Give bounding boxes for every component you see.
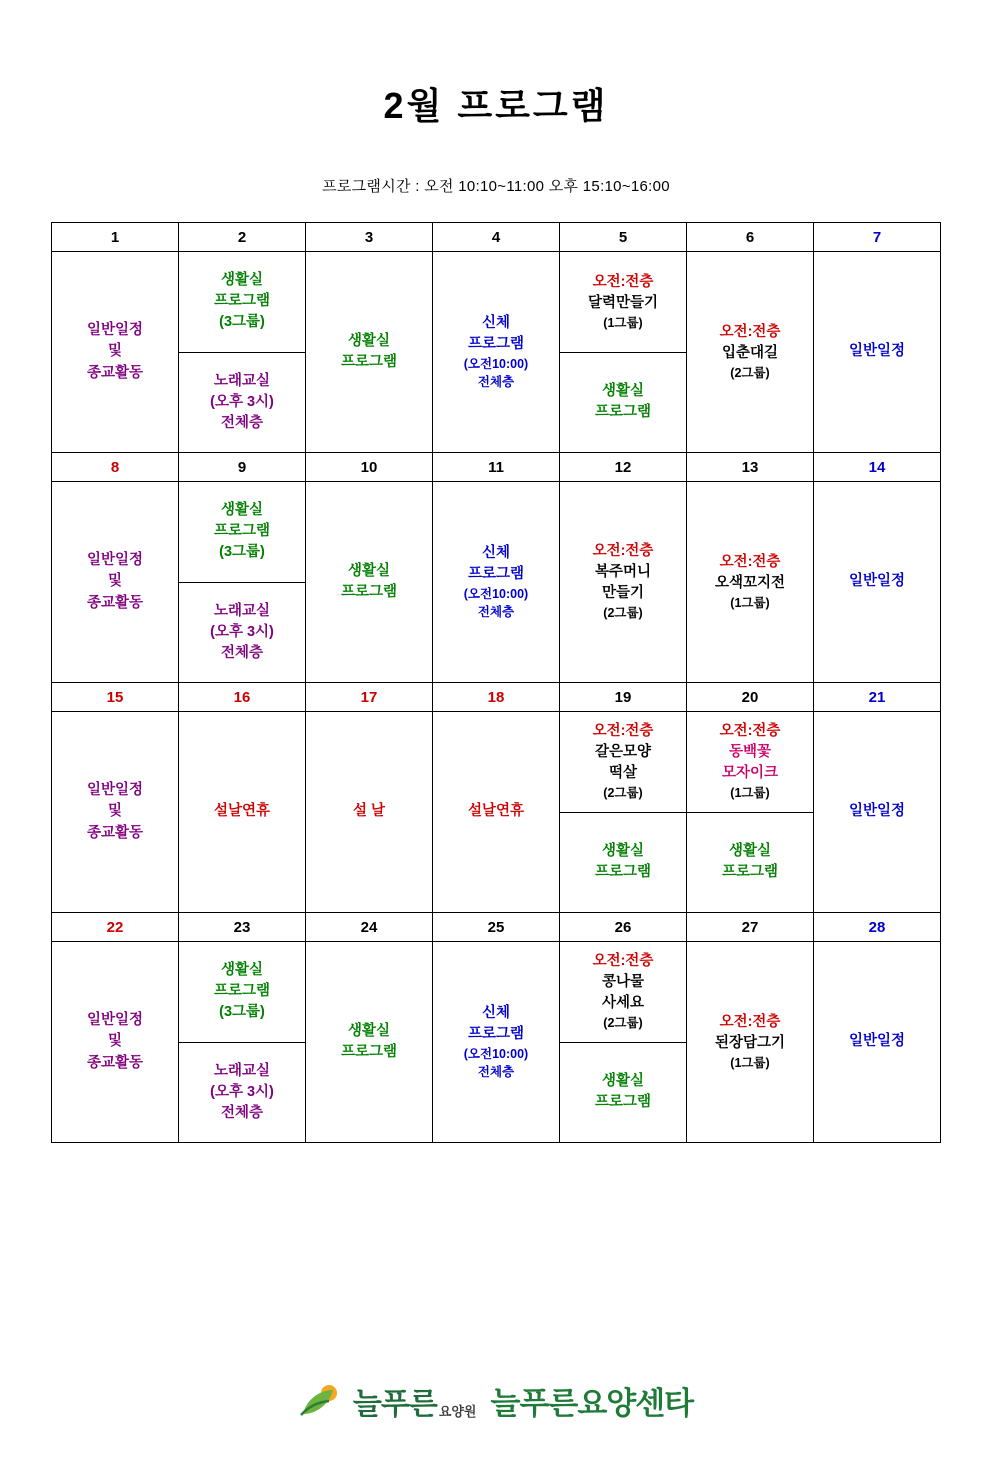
- event-block: [306, 712, 432, 912]
- event-line: 일반일정: [848, 1033, 906, 1050]
- event-line: 노래교실: [213, 372, 271, 389]
- event-block: [687, 482, 813, 682]
- event-block: [179, 1042, 305, 1143]
- calendar-cell: [687, 712, 814, 913]
- event-line: 프로그램: [594, 1094, 652, 1111]
- event-block: [687, 252, 813, 452]
- day-number: 7: [814, 223, 941, 252]
- event-line: 생활실: [347, 332, 391, 349]
- calendar-cell: [560, 252, 687, 453]
- logo-main-text: 늘푸른: [352, 1387, 437, 1421]
- calendar-cell: [814, 712, 941, 913]
- leaf-icon: [299, 1384, 343, 1418]
- calendar-cell: [560, 712, 687, 913]
- calendar-cell: [687, 482, 814, 683]
- event-line: (2그룹): [730, 365, 770, 380]
- event-block: [179, 482, 305, 582]
- day-number: 9: [179, 453, 306, 482]
- event-line: 프로그램: [467, 1025, 525, 1042]
- event-line: 일반일정: [86, 552, 144, 569]
- event-line: 프로그램: [721, 864, 779, 881]
- event-line: 일반일정: [848, 343, 906, 360]
- day-number: 28: [814, 913, 941, 942]
- event-block: [687, 942, 813, 1142]
- calendar-day-number-row: [52, 223, 941, 252]
- event-block: [433, 712, 559, 912]
- day-number: 22: [52, 913, 179, 942]
- event-block: [814, 482, 940, 682]
- event-line: 생활실: [347, 1022, 391, 1039]
- event-block: [560, 352, 686, 453]
- event-line: 노래교실: [213, 1062, 271, 1079]
- event-block: [52, 252, 178, 452]
- event-line: 종교활동: [86, 594, 144, 611]
- event-block: [814, 942, 940, 1142]
- event-line: 및: [107, 1033, 122, 1050]
- event-block: [560, 1042, 686, 1143]
- day-number: 26: [560, 913, 687, 942]
- event-block: [179, 942, 305, 1042]
- event-line: 신체: [481, 314, 510, 331]
- event-line: 사세요: [601, 995, 645, 1012]
- event-block: [560, 812, 686, 913]
- event-line: 종교활동: [86, 364, 144, 381]
- event-line: 복주머니: [594, 564, 652, 581]
- calendar-cell: [52, 712, 179, 913]
- day-number: 18: [433, 683, 560, 712]
- event-block: [687, 812, 813, 913]
- event-line: 오전:전층: [592, 273, 654, 290]
- day-number: 2: [179, 223, 306, 252]
- day-number: 16: [179, 683, 306, 712]
- event-line: 설날연휴: [213, 803, 271, 820]
- event-line: 신체: [481, 1004, 510, 1021]
- calendar-event-row: [52, 252, 941, 453]
- event-line: 설날연휴: [467, 803, 525, 820]
- event-line: (오전10:00): [463, 586, 529, 601]
- event-line: 오전:전층: [592, 953, 654, 970]
- event-line: (3그룹): [219, 1004, 265, 1021]
- event-line: 프로그램: [594, 404, 652, 421]
- event-line: (3그룹): [219, 544, 265, 561]
- event-line: 신체: [481, 544, 510, 561]
- event-line: 오전:전층: [719, 723, 781, 740]
- event-line: 및: [107, 803, 122, 820]
- calendar-cell: [179, 942, 306, 1143]
- day-number: 12: [560, 453, 687, 482]
- event-block: [179, 352, 305, 453]
- day-number: 11: [433, 453, 560, 482]
- program-time-note: 프로그램시간 : 오전 10:10~11:00 오후 15:10~16:00: [322, 178, 670, 195]
- day-number: 5: [560, 223, 687, 252]
- event-block: [560, 252, 686, 352]
- day-number: 15: [52, 683, 179, 712]
- event-line: (1그룹): [730, 1055, 770, 1070]
- event-line: 프로그램: [340, 584, 398, 600]
- calendar-page: [0, 78, 992, 1481]
- calendar-event-row: [52, 482, 941, 683]
- event-block: [179, 252, 305, 352]
- event-block: [306, 942, 432, 1142]
- calendar-day-number-row: [52, 453, 941, 482]
- event-line: 프로그램: [213, 983, 271, 1000]
- event-block: [814, 712, 940, 912]
- event-line: (2그룹): [603, 1016, 643, 1031]
- program-calendar-table: [51, 222, 941, 1143]
- calendar-event-row: [52, 712, 941, 913]
- event-line: 콩나물: [601, 974, 645, 991]
- event-line: 달력만들기: [587, 294, 659, 311]
- page-title: 2월 프로그램: [383, 85, 609, 126]
- footer-logo: [0, 1378, 992, 1423]
- event-line: 프로그램: [213, 293, 271, 310]
- event-line: (2그룹): [603, 606, 643, 621]
- event-line: 생활실: [220, 962, 264, 979]
- calendar-cell: [433, 482, 560, 683]
- event-line: 오전:전층: [719, 323, 781, 340]
- day-number: 4: [433, 223, 560, 252]
- calendar-cell: [687, 252, 814, 453]
- event-block: [306, 482, 432, 682]
- calendar-cell: [814, 942, 941, 1143]
- day-number: 3: [306, 223, 433, 252]
- calendar-cell: [52, 482, 179, 683]
- day-number: 27: [687, 913, 814, 942]
- event-block: [52, 942, 178, 1142]
- day-number: 21: [814, 683, 941, 712]
- event-line: 오색꼬지전: [714, 574, 786, 591]
- event-line: 종교활동: [86, 1054, 144, 1071]
- logo-center-name: 늘푸른요양센타: [490, 1386, 694, 1421]
- event-block: [52, 712, 178, 912]
- calendar-cell: [179, 482, 306, 683]
- event-line: (1그룹): [730, 595, 770, 610]
- event-line: 전체층: [220, 414, 264, 431]
- event-block: [433, 482, 559, 682]
- calendar-event-row: [52, 942, 941, 1143]
- event-line: (오후 3시): [210, 623, 274, 640]
- event-line: (2그룹): [603, 786, 643, 801]
- event-line: 모자이크: [721, 765, 779, 782]
- event-block: [687, 712, 813, 812]
- event-line: 오전:전층: [719, 553, 781, 570]
- day-number: 6: [687, 223, 814, 252]
- event-line: 종교활동: [86, 824, 144, 841]
- event-line: 프로그램: [467, 335, 525, 352]
- calendar-day-number-row: [52, 683, 941, 712]
- event-line: 생활실: [601, 1073, 645, 1090]
- event-line: (1그룹): [730, 786, 770, 801]
- event-line: 동백꽃: [728, 744, 772, 761]
- event-line: 생활실: [728, 843, 772, 860]
- day-number: 8: [52, 453, 179, 482]
- event-line: 및: [107, 573, 122, 590]
- event-line: 일반일정: [848, 803, 906, 820]
- event-line: 생활실: [347, 562, 391, 579]
- event-block: [560, 942, 686, 1042]
- calendar-day-number-row: [52, 913, 941, 942]
- event-line: 프로그램: [213, 523, 271, 540]
- calendar-cell: [560, 942, 687, 1143]
- event-line: 생활실: [601, 843, 645, 860]
- day-number: 14: [814, 453, 941, 482]
- event-line: 일반일정: [86, 322, 144, 339]
- event-line: 전체층: [220, 1104, 264, 1121]
- calendar-cell: [560, 482, 687, 683]
- event-block: [433, 252, 559, 452]
- event-block: [560, 482, 686, 682]
- calendar-cell: [433, 712, 560, 913]
- calendar-cell: [179, 252, 306, 453]
- event-line: 일반일정: [848, 573, 906, 590]
- day-number: 25: [433, 913, 560, 942]
- event-line: 프로그램: [467, 565, 525, 582]
- event-block: [306, 252, 432, 452]
- calendar-cell: [52, 252, 179, 453]
- event-line: 전체층: [477, 605, 515, 620]
- calendar-cell: [179, 712, 306, 913]
- event-line: 갈은모양: [594, 744, 652, 761]
- event-line: 일반일정: [86, 1012, 144, 1029]
- event-line: 및: [107, 343, 122, 360]
- event-line: 오전:전층: [719, 1013, 781, 1030]
- event-line: 설 날: [352, 803, 386, 820]
- event-line: (1그룹): [603, 315, 643, 330]
- event-line: 만들기: [601, 585, 645, 602]
- event-line: 전체층: [220, 644, 264, 661]
- day-number: 13: [687, 453, 814, 482]
- event-line: 생활실: [601, 383, 645, 400]
- event-line: 오전:전층: [592, 723, 654, 740]
- event-line: (오전10:00): [463, 1046, 529, 1061]
- calendar-cell: [306, 482, 433, 683]
- event-line: 된장담그기: [714, 1034, 786, 1051]
- event-line: 생활실: [220, 502, 264, 519]
- calendar-cell: [687, 942, 814, 1143]
- logo-sub-text: 요양원: [438, 1403, 477, 1419]
- day-number: 19: [560, 683, 687, 712]
- day-number: 10: [306, 453, 433, 482]
- day-number: 23: [179, 913, 306, 942]
- event-line: 떡살: [608, 765, 637, 782]
- calendar-cell: [306, 712, 433, 913]
- event-block: [179, 582, 305, 683]
- day-number: 24: [306, 913, 433, 942]
- calendar-cell: [814, 482, 941, 683]
- calendar-cell: [814, 252, 941, 453]
- calendar-cell: [306, 252, 433, 453]
- event-block: [52, 482, 178, 682]
- calendar-cell: [306, 942, 433, 1143]
- event-line: 프로그램: [594, 864, 652, 881]
- event-line: (오전10:00): [463, 356, 529, 371]
- calendar-cell: [433, 252, 560, 453]
- calendar-cell: [52, 942, 179, 1143]
- event-line: 프로그램: [340, 1044, 398, 1060]
- day-number: 20: [687, 683, 814, 712]
- event-block: [560, 712, 686, 812]
- event-line: 일반일정: [86, 782, 144, 799]
- event-line: (오후 3시): [210, 1083, 274, 1100]
- event-block: [433, 942, 559, 1142]
- event-block: [814, 252, 940, 452]
- event-line: (오후 3시): [210, 393, 274, 410]
- event-line: 전체층: [477, 1065, 515, 1080]
- calendar-cell: [433, 942, 560, 1143]
- event-line: 생활실: [220, 272, 264, 289]
- logo-wordmark: [353, 1379, 477, 1423]
- event-line: 입춘대길: [721, 344, 779, 361]
- event-line: 프로그램: [340, 354, 398, 370]
- event-line: 전체층: [477, 375, 515, 390]
- event-block: [179, 712, 305, 912]
- event-line: (3그룹): [219, 314, 265, 331]
- event-line: 노래교실: [213, 602, 271, 619]
- day-number: 1: [52, 223, 179, 252]
- day-number: 17: [306, 683, 433, 712]
- event-line: 오전:전층: [592, 543, 654, 560]
